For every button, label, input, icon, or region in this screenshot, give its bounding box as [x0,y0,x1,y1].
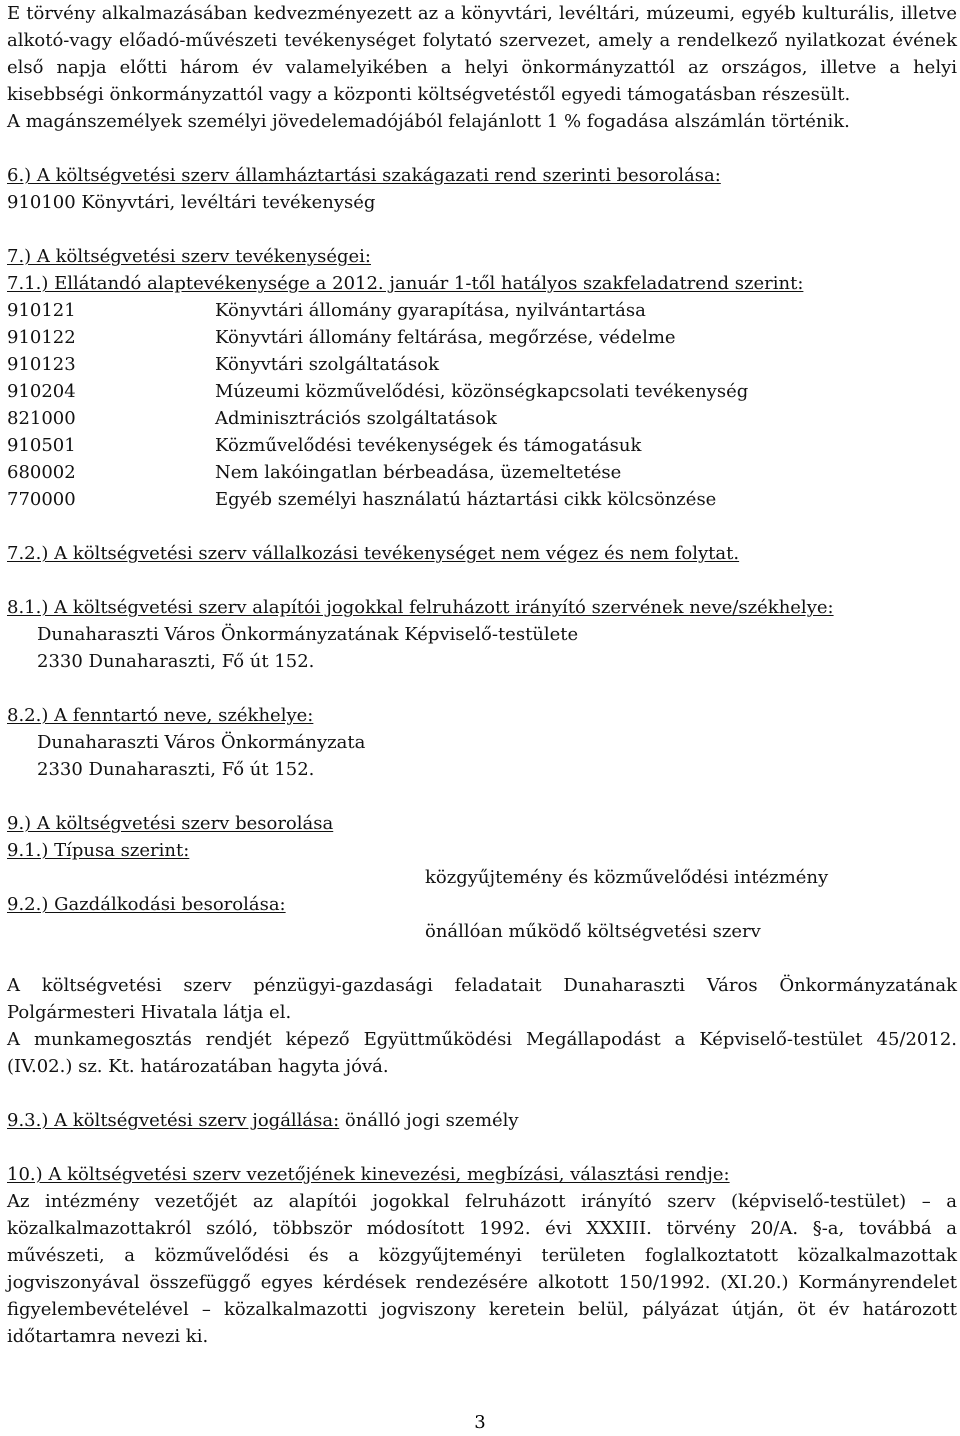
section-7-heading: 7.) A költségvetési szerv tevékenységei: [7,246,371,267]
activity-label: Adminisztrációs szolgáltatások [215,408,497,429]
maintainer-name: Dunaharaszti Város Önkormányzata [37,732,366,753]
document-page [7,0,957,1436]
section-10-text: Az intézmény vezetőjét az alapítói jogokkal felruházott irányító szerv (képviselő-testület) – a közalkalmazottakról szóló, többször módosított 1992. évi XXXIII. törvény 20/A. §-a, továbbá a művészeti, a közművelődési és a közgyűjteményi területen foglalkoztatott közalkalmazottak jogviszonyával összefüggő egyes kérdések rendezésére alkotott 150/1992. (XI.20.) Kormányrendelet figyelembevételével – közalkalmazotti jogviszony keretein belül, pályázat útján, öt év határozott időtartamra nevezi ki. [7,1191,957,1347]
activity-list [7,297,957,513]
activity-label: Könyvtári állomány feltárása, megőrzése, védelme [215,327,676,348]
activity-code: 910122 [7,327,76,348]
activity-label: Könyvtári állomány gyarapítása, nyilvántartása [215,300,646,321]
activity-code: 680002 [7,462,76,483]
section-8-1-heading: 8.1.) A költségvetési szerv alapítói jogokkal felruházott irányító szervének neve/székhelye: [7,597,834,618]
activity-label: Múzeumi közművelődési, közönségkapcsolati tevékenység [215,381,749,402]
activity-code: 910121 [7,300,76,321]
econ-value: önállóan működő költségvetési szerv [425,921,761,942]
activity-label: Nem lakóingatlan bérbeadása, üzemeltetése [215,462,622,483]
type-value: közgyűjtemény és közművelődési intézmény [425,867,829,888]
section-9-3: 9.3.) A költségvetési szerv jogállása: önálló jogi személy [7,1110,519,1131]
section-10-heading: 10.) A költségvetési szerv vezetőjének kinevezési, megbízási, választási rendje: [7,1164,730,1185]
section-9-1-label: 9.1.) Típusa szerint: [7,840,190,861]
section-8-2-heading: 8.2.) A fenntartó neve, székhelye: [7,705,314,726]
activity-row [7,378,957,405]
section-6-value: 910100 Könyvtári, levéltári tevékenység [7,192,376,213]
activity-row [7,486,957,513]
activity-label: Egyéb személyi használatú háztartási cikk kölcsönzése [215,489,717,510]
agreement-paragraph: A munkamegosztás rendjét képező Együttműködési Megállapodást a Képviselő-testület 45/2012. (IV.02.) sz. Kt. határozatában hagyta jóvá. [7,1029,957,1077]
activity-code: 910123 [7,354,76,375]
activity-row [7,324,957,351]
activity-code: 910501 [7,435,76,456]
section-7-1-heading: 7.1.) Ellátandó alaptevékenysége a 2012. január 1-től hatályos szakfeladatrend szerint: [7,273,804,294]
activity-code: 770000 [7,489,76,510]
activity-code: 910204 [7,381,76,402]
finance-paragraph: A költségvetési szerv pénzügyi-gazdasági feladatait Dunaharaszti Város Önkormányzatának Polgármesteri Hivatala látja el. [7,975,957,1023]
intro-note: A magánszemélyek személyi jövedelemadójából felajánlott 1 % fogadása alszámlán történik. [7,111,850,132]
activity-row [7,459,957,486]
econ-value-row [7,918,957,945]
section-6-heading: 6.) A költségvetési szerv államháztartási szakágazati rend szerinti besorolása: [7,165,721,186]
activity-row [7,405,957,432]
section-9-heading: 9.) A költségvetési szerv besorolása [7,813,334,834]
section-7-2-heading: 7.2.) A költségvetési szerv vállalkozási tevékenységet nem végez és nem folytat. [7,543,740,564]
activity-row [7,351,957,378]
founder-address: 2330 Dunaharaszti, Fő út 152. [37,651,315,672]
section-9-2-label: 9.2.) Gazdálkodási besorolása: [7,894,286,915]
activity-label: Közművelődési tevékenységek és támogatásuk [215,435,642,456]
intro-paragraph: E törvény alkalmazásában kedvezményezett az a könyvtári, levéltári, múzeumi, egyéb kulturális, illetve alkotó-vagy előadó-művészeti tevékenységet folytató szervezet, amely a rendelkező nyilatkozat évének első napja előtti három év valamelyikében a helyi önkormányzattól az országos, illetve a helyi kisebbségi önkormányzattól vagy a központi költségvetéstől egyedi támogatásban részesült. [7,3,957,105]
maintainer-address: 2330 Dunaharaszti, Fő út 152. [37,759,315,780]
founder-name: Dunaharaszti Város Önkormányzatának Képviselő-testülete [37,624,579,645]
activity-code: 821000 [7,408,76,429]
type-value-row [7,864,957,891]
activity-label: Könyvtári szolgáltatások [215,354,440,375]
activity-row [7,297,957,324]
page-number: 3 [474,1412,486,1433]
activity-row [7,432,957,459]
